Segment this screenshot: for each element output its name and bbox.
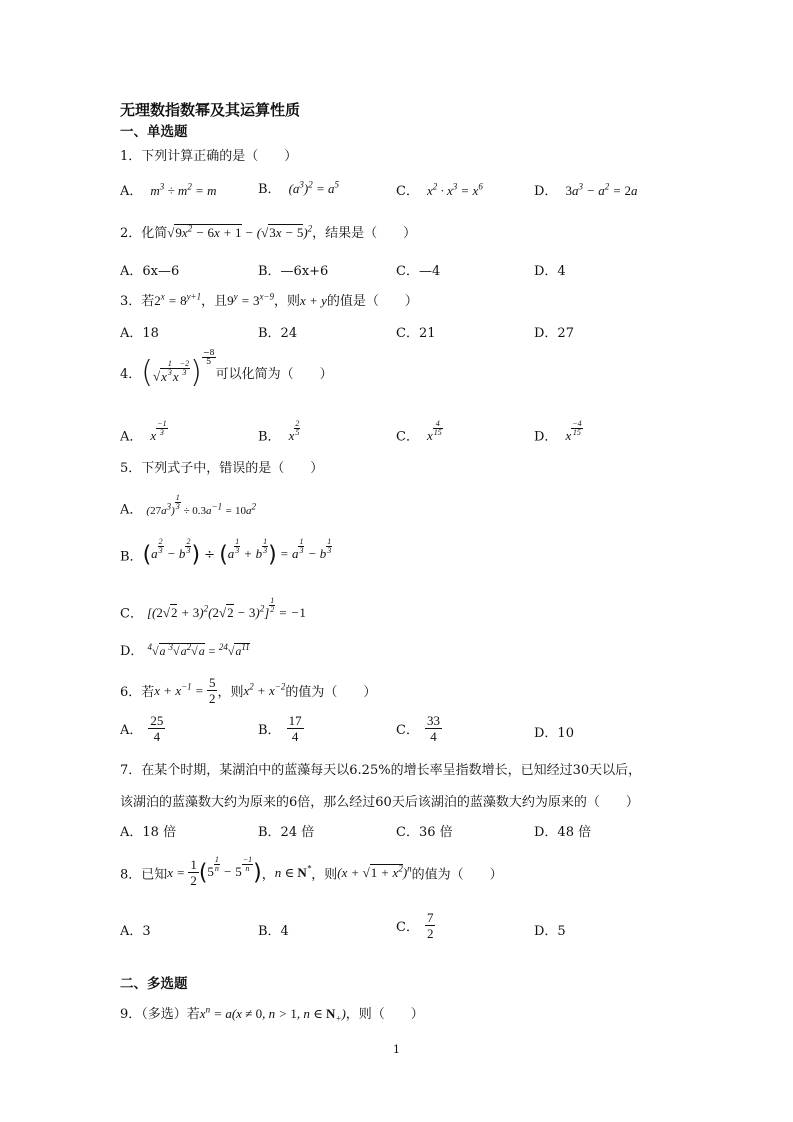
question-1-option-c: C． $x^2 \cdot x^3 = x^6$ <box>396 181 483 199</box>
question-8-option-d: D．5 <box>534 924 566 939</box>
question-2-stem: 2．化简$√9x^2 - 6x + 1 - (√3x - 5)^2$，结果是（ ） <box>120 223 417 241</box>
question-7-option-d: D．48 倍 <box>534 825 592 840</box>
question-3-stem: 3．若$2^x = 8^{y+1}$，且$9^y = 3^{x-9}$，则x + y的值是（ ） <box>120 291 418 309</box>
question-2-option-c: C．—4 <box>396 264 441 279</box>
question-9-stem: 9．（多选）若$x^n = a(x \ne 0$, n > 1, n ∈ $N_+$)，则（ ） <box>120 1004 424 1024</box>
question-6-stem: 6．若$x + x^{-1}$ = $\frac{5}{2}$ ，则$x^2 + x^{-2}$的值为（ ） <box>120 675 377 706</box>
question-7-option-b: B．24 倍 <box>258 825 315 840</box>
question-1-option-b: B． $(a^3)^2 = a^5$ <box>258 179 340 197</box>
page-number: 1 <box>393 1043 400 1056</box>
question-6-option-a: A． $\frac{25}{4}$ <box>120 713 164 744</box>
question-2-option-a: A．6x—6 <box>120 264 180 279</box>
question-1-option-d: D． $3a^3 - a^2 = 2a$ <box>534 181 638 199</box>
question-6-option-b: B． $\frac{17}{4}$ <box>258 713 302 744</box>
question-7-option-a: A．18 倍 <box>120 825 177 840</box>
question-3-option-a: A．18 <box>120 326 159 341</box>
question-8-option-c: C． $\frac{7}{2}$ <box>396 910 434 941</box>
question-3-option-d: D．27 <box>534 326 574 341</box>
question-3-option-b: B．24 <box>258 326 298 341</box>
question-3-option-c: C．21 <box>396 326 436 341</box>
question-7-line-2: 该湖泊的蓝藻数大约为原来的6倍，那么经过60天后该湖泊的蓝藻数大约为原来的（ ） <box>120 795 639 810</box>
question-4-option-b: B． x $\frac{2}{5}$ <box>258 419 300 445</box>
question-4-option-a: A． x $\frac{-1}{3}$ <box>120 419 167 445</box>
question-8-stem: 8．已知x = $\frac{1}{2}$ (5 $\frac{1}{n}$ − 5 $\frac{-1}{n}$ )，n ∈ N*，则$(x + √1 + x^2)^n$的值为（ ） <box>120 855 503 889</box>
question-8-option-a: A．3 <box>120 924 151 939</box>
question-5-option-b: B．(a $\frac{2}{3}$ − b $\frac{2}{3}$ ) ÷ (a $\frac{1}{3}$ + b $\frac{1}{3}$ ) = a $\frac{1}{3}$ − b $\frac{1}{3}$ <box>120 537 332 568</box>
question-7-option-c: C．36 倍 <box>396 825 453 840</box>
question-5-option-c: C． $[(2√2 + 3)^2(2√2 - 3)^2]$ $\frac{1}{2}$ = −1 <box>120 596 306 622</box>
section-heading-multiple-choice: 二、多选题 <box>120 976 188 992</box>
question-1-option-a: A． $m^3 \div m^2 = m$ <box>120 181 217 199</box>
question-5-option-a: A． $(27a^3)$ $\frac{1}{3}$ ÷ $0.3a^{-1} = 10a^2$ <box>120 493 257 518</box>
question-2-option-b: B．—6x+6 <box>258 264 329 279</box>
question-2-option-d: D．4 <box>534 264 566 279</box>
question-6-option-d: D．10 <box>534 726 574 741</box>
question-6-option-c: C． $\frac{33}{4}$ <box>396 713 440 744</box>
question-4-option-c: C． x $\frac{4}{15}$ <box>396 419 442 445</box>
question-5-option-d: D． $^4$√a $^3√a^2√a = ^{24}√a^{11}$ <box>120 642 250 659</box>
question-1-stem: 1．下列计算正确的是（ ） <box>120 149 298 164</box>
question-7-line-1: 7．在某个时期，某湖泊中的蓝藻每天以6.25%的增长率呈指数增长，已知经过30天以后， <box>120 763 642 778</box>
question-4-option-d: D． x $\frac{-4}{15}$ <box>534 419 582 445</box>
question-5-stem: 5．下列式子中，错误的是（ ） <box>120 461 324 476</box>
page-title: 无理数指数幂及其运算性质 <box>120 101 301 119</box>
question-8-option-b: B．4 <box>258 924 289 939</box>
question-4-stem: 4．(√x $\frac{1}{3}$ x $\frac{-2}{3}$ ) $\frac{-8}{5}$ 可以化简为（ ） <box>120 348 333 390</box>
section-heading-single-choice: 一、单选题 <box>120 124 188 140</box>
